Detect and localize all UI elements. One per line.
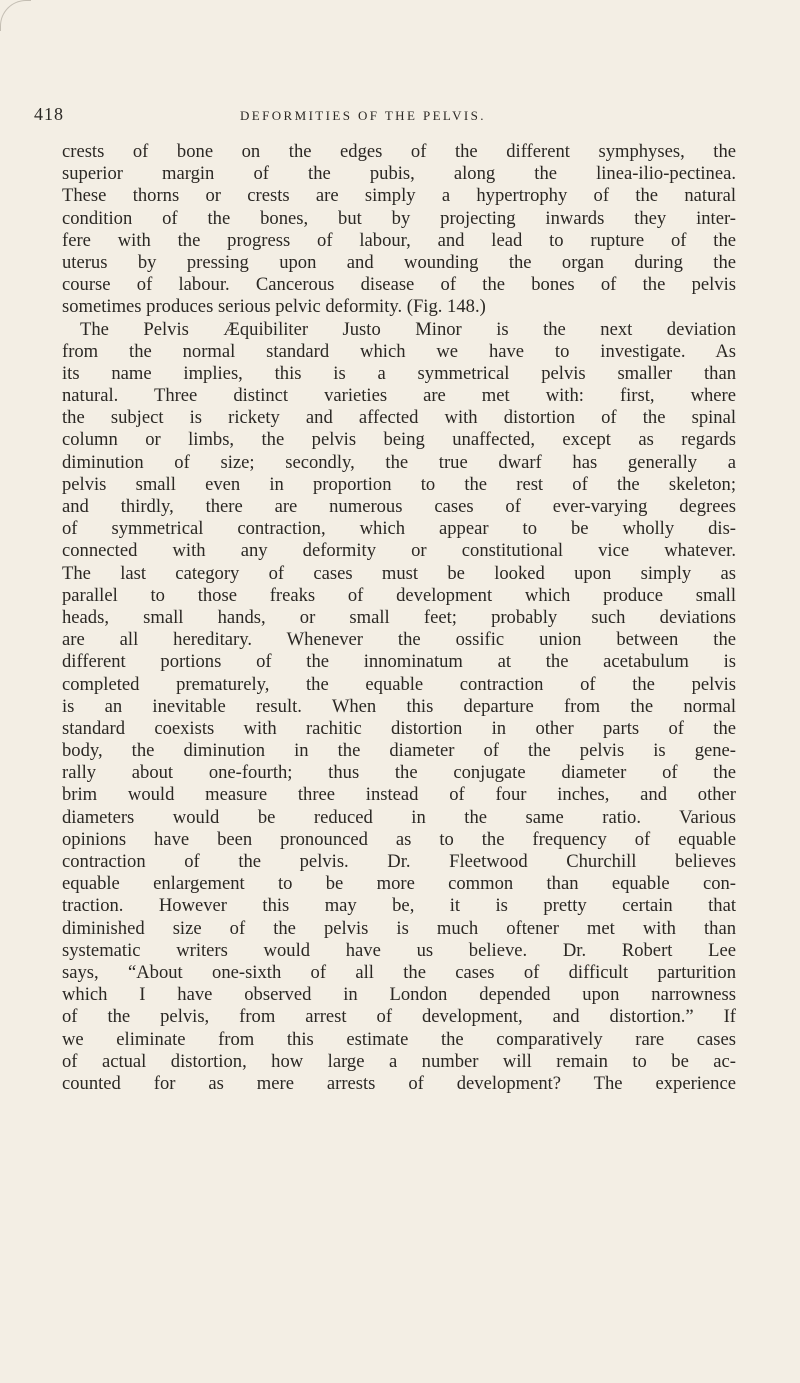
text-line: parallel to those freaks of development which produce small: [62, 584, 736, 606]
page-number: 418: [34, 104, 64, 124]
text-line: heads, small hands, or small feet; probably such deviations: [62, 606, 736, 628]
text-line: the subject is rickety and affected with distortion of the spinal: [62, 407, 736, 429]
text-line: are all hereditary. Whenever the ossific union between the: [62, 629, 736, 651]
text-line: rally about one-fourth; thus the conjugate diameter of the: [62, 762, 736, 784]
text-line: crests of bone on the edges of the different symphyses, the: [62, 141, 736, 162]
text-line: course of labour. Cancerous disease of the bones of the pelvis: [62, 274, 736, 296]
text-line: column or limbs, the pelvis being unaffected, except as regards: [62, 429, 736, 451]
text-line: diminution of size; secondly, the true dwarf has generally a: [62, 451, 736, 473]
text-line: superior margin of the pubis, along the linea-ilio-pectinea.: [62, 163, 736, 185]
running-head: [34, 104, 734, 128]
text-line: natural. Three distinct varieties are met with: first, where: [62, 385, 736, 407]
text-line: says, “About one-sixth of all the cases of difficult parturition: [62, 961, 736, 983]
text-line: connected with any deformity or constitutional vice whatever.: [62, 540, 736, 562]
text-line: diameters would be reduced in the same ratio. Various: [62, 806, 736, 828]
text-line: These thorns or crests are simply a hypertrophy of the natural: [62, 185, 736, 207]
text-line: of symmetrical contraction, which appear to be wholly dis-: [62, 518, 736, 540]
text-line: different portions of the innominatum at the acetabulum is: [62, 651, 736, 673]
text-line: is an inevitable result. When this departure from the normal: [62, 695, 736, 717]
text-line: contraction of the pelvis. Dr. Fleetwood Churchill believes: [62, 851, 736, 872]
text-line: standard coexists with rachitic distortion in other parts of the: [62, 717, 736, 739]
text-line: counted for as mere arrests of development? The experience: [62, 1072, 736, 1094]
text-line: brim would measure three instead of four inches, and other: [62, 784, 736, 806]
page-corner-mark: [0, 0, 31, 31]
text-line: The last category of cases must be looked upon simply as: [62, 562, 736, 584]
text-line: sometimes produces serious pelvic deformity. (Fig. 148.): [62, 296, 486, 318]
text-line: equable enlargement to be more common than equable con-: [62, 873, 736, 895]
text-line: of actual distortion, how large a number will remain to be ac-: [62, 1050, 736, 1072]
text-line: which I have observed in London depended upon narrowness: [62, 984, 736, 1006]
text-line: pelvis small even in proportion to the rest of the skeleton;: [62, 473, 736, 495]
text-line: we eliminate from this estimate the comparatively rare cases: [62, 1028, 736, 1050]
text-line: opinions have been pronounced as to the frequency of equable: [62, 828, 736, 850]
text-line: systematic writers would have us believe. Dr. Robert Lee: [62, 939, 736, 961]
text-line: fere with the progress of labour, and lead to rupture of the: [62, 229, 736, 251]
text-line: condition of the bones, but by projecting inwards they inter-: [62, 207, 736, 229]
body-text: [62, 141, 736, 1095]
text-line: and thirdly, there are numerous cases of ever-varying degrees: [62, 496, 736, 517]
text-line: The Pelvis Æquibiliter Justo Minor is the next deviation: [80, 318, 736, 340]
running-title: DEFORMITIES OF THE PELVIS.: [240, 108, 486, 123]
text-line: completed prematurely, the equable contraction of the pelvis: [62, 673, 736, 695]
text-line: its name implies, this is a symmetrical pelvis smaller than: [62, 362, 736, 384]
text-line: of the pelvis, from arrest of development, and distortion.” If: [62, 1006, 736, 1028]
text-line: uterus by pressing upon and wounding the organ during the: [62, 251, 736, 273]
text-line: diminished size of the pelvis is much oftener met with than: [62, 917, 736, 939]
text-line: body, the diminution in the diameter of the pelvis is gene-: [62, 740, 736, 762]
text-line: from the normal standard which we have to investigate. As: [62, 340, 736, 362]
text-line: traction. However this may be, it is pretty certain that: [62, 895, 736, 917]
